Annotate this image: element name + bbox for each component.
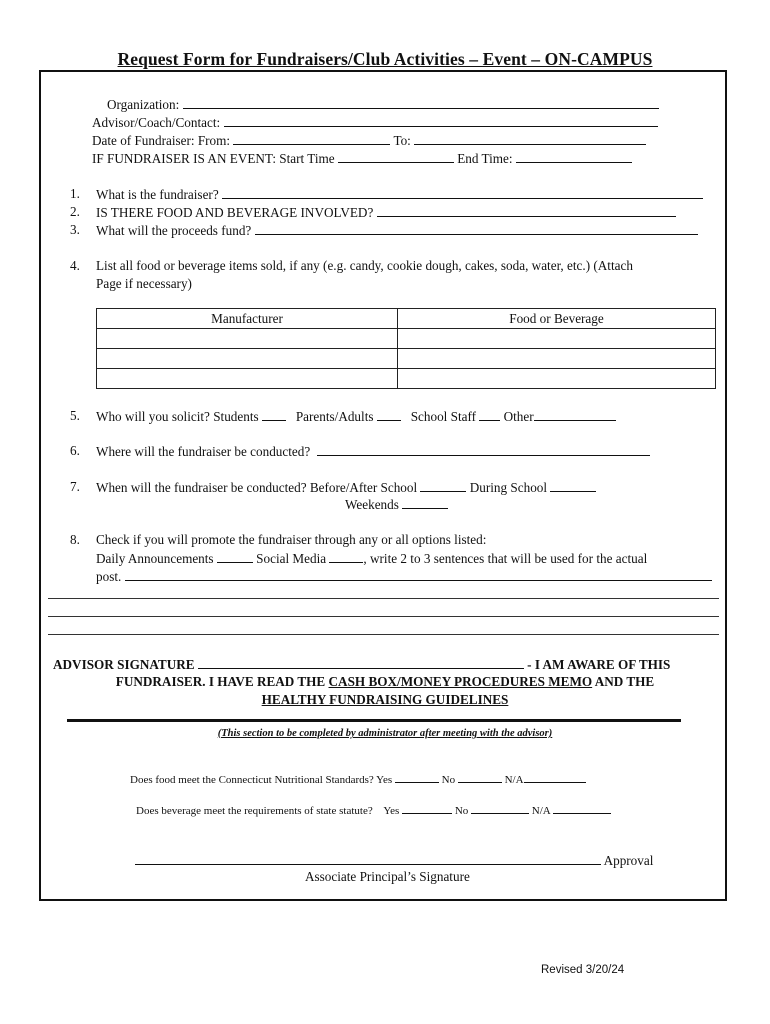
q3-row <box>96 222 698 239</box>
during-school-label: During School <box>469 480 548 495</box>
social-media-label: Social Media <box>256 551 327 566</box>
beverage-na-label: N/A <box>531 805 551 817</box>
advisor-signature-field[interactable] <box>198 656 524 669</box>
food-beverage-header: Food or Beverage <box>398 309 716 329</box>
date-row <box>92 132 646 149</box>
other-label: Other <box>503 409 534 424</box>
principal-signature-label: Associate Principal’s Signature <box>305 869 470 884</box>
q6-row <box>96 443 650 460</box>
q1-field[interactable] <box>222 186 703 199</box>
memo-statement <box>0 674 770 690</box>
beverage-question: Does beverage meet the requirements of state statute? <box>136 805 373 817</box>
approval-label: Approval <box>603 853 654 868</box>
weekends-label: Weekends <box>345 497 399 512</box>
beverage-no-label: No <box>454 805 469 817</box>
beverage-standard-row <box>136 803 611 819</box>
q3-field[interactable] <box>255 222 698 235</box>
post-line[interactable] <box>48 616 719 617</box>
staff-field[interactable] <box>479 408 500 421</box>
table-cell[interactable] <box>398 329 716 349</box>
q3-label: What will the proceeds fund? <box>96 223 252 238</box>
table-cell[interactable] <box>97 349 398 369</box>
q1-row <box>96 186 703 203</box>
beverage-yes-label: Yes <box>383 805 400 817</box>
approval-signature-field[interactable] <box>135 852 601 865</box>
form-title: Request Form for Fundraisers/Club Activities – Event – ON-CAMPUS <box>117 49 653 69</box>
table-cell[interactable] <box>398 349 716 369</box>
start-time-label: IF FUNDRAISER IS AN EVENT: Start Time <box>92 151 335 166</box>
date-from-field[interactable] <box>233 132 390 145</box>
table-cell[interactable] <box>97 329 398 349</box>
before-after-field[interactable] <box>420 479 466 492</box>
q6-label: Where will the fundraiser be conducted? <box>96 444 311 459</box>
other-field[interactable] <box>534 408 616 421</box>
q4-line2: Page if necessary) <box>96 276 192 291</box>
q8-number: 8. <box>70 532 80 547</box>
q2-row <box>96 204 676 221</box>
advisor-signature-label: ADVISOR SIGNATURE <box>53 657 195 672</box>
q7-row <box>96 479 596 496</box>
q4-line1: List all food or beverage items sold, if any (e.g. candy, cookie dough, cakes, soda, water, etc.) (Attach <box>96 258 633 273</box>
revision-date: Revised 3/20/24 <box>541 964 625 976</box>
parents-field[interactable] <box>377 408 401 421</box>
section-divider <box>67 719 681 722</box>
beverage-yes-field[interactable] <box>402 803 452 814</box>
table-row <box>97 369 716 389</box>
table-row <box>97 329 716 349</box>
advisor-row <box>92 114 658 131</box>
food-question: Does food meet the Connecticut Nutritional Standards? <box>130 774 374 786</box>
q5-row <box>96 408 616 425</box>
during-school-field[interactable] <box>550 479 596 492</box>
q5-label: Who will you solicit? Students <box>96 409 259 424</box>
q6-field[interactable] <box>317 443 650 456</box>
q5-number: 5. <box>70 408 80 423</box>
end-time-field[interactable] <box>516 150 632 163</box>
food-no-label: No <box>441 774 456 786</box>
daily-announcements-field[interactable] <box>217 550 253 563</box>
q2-number: 2. <box>70 204 80 219</box>
end-time-label: End Time: <box>457 151 513 166</box>
weekends-row <box>345 496 448 513</box>
food-no-field[interactable] <box>458 772 502 783</box>
post-line[interactable] <box>48 598 719 599</box>
memo-text: FUNDRAISER. I HAVE READ THE <box>115 674 326 689</box>
beverage-na-field[interactable] <box>553 803 611 814</box>
date-to-field[interactable] <box>414 132 646 145</box>
food-standard-row <box>130 772 586 788</box>
approval-row <box>135 852 653 869</box>
beverage-no-field[interactable] <box>471 803 529 814</box>
post-line[interactable] <box>48 634 719 635</box>
social-media-field[interactable] <box>329 550 363 563</box>
event-time-row <box>92 150 632 167</box>
table-cell[interactable] <box>97 369 398 389</box>
start-time-field[interactable] <box>338 150 454 163</box>
table-row <box>97 349 716 369</box>
organization-row <box>107 96 659 113</box>
advisor-label: Advisor/Coach/Contact: <box>92 115 221 130</box>
food-na-field[interactable] <box>524 772 586 783</box>
q1-number: 1. <box>70 186 80 201</box>
food-yes-label: Yes <box>376 774 393 786</box>
q7-label: When will the fundraiser be conducted? Before/After School <box>96 480 418 495</box>
q2-label: IS THERE FOOD AND BEVERAGE INVOLVED? <box>96 205 374 220</box>
post-label: post. <box>96 569 122 584</box>
food-na-label: N/A <box>504 774 524 786</box>
q7-number: 7. <box>70 479 80 494</box>
date-to-label: To: <box>393 133 411 148</box>
post-field[interactable] <box>125 568 712 581</box>
students-field[interactable] <box>262 408 286 421</box>
q4-number: 4. <box>70 258 80 273</box>
parents-label: Parents/Adults <box>295 409 374 424</box>
table-header-row <box>97 309 716 329</box>
food-beverage-table <box>96 308 716 389</box>
advisor-signature-row <box>53 656 670 673</box>
staff-label: School Staff <box>410 409 477 424</box>
manufacturer-header: Manufacturer <box>97 309 398 329</box>
organization-field[interactable] <box>183 96 659 109</box>
q8-line2 <box>96 550 647 567</box>
q2-field[interactable] <box>377 204 676 217</box>
food-yes-field[interactable] <box>395 772 439 783</box>
date-from-label: Date of Fundraiser: From: <box>92 133 231 148</box>
daily-announcements-label: Daily Announcements <box>96 551 214 566</box>
q8-instruction: , write 2 to 3 sentences that will be used for the actual <box>363 551 648 566</box>
memo-text-end: AND THE <box>594 674 655 689</box>
memo-link: CASH BOX/MONEY PROCEDURES MEMO <box>328 674 593 689</box>
admin-note: (This section to be completed by administrator after meeting with the advisor) <box>217 728 553 739</box>
q1-label: What is the fundraiser? <box>96 187 219 202</box>
weekends-field[interactable] <box>402 496 448 509</box>
organization-label: Organization: <box>107 97 180 112</box>
q8-post-row <box>96 568 712 585</box>
q3-number: 3. <box>70 222 80 237</box>
q8-line1: Check if you will promote the fundraiser through any or all options listed: <box>96 532 487 547</box>
table-cell[interactable] <box>398 369 716 389</box>
advisor-field[interactable] <box>224 114 658 127</box>
healthy-guidelines: HEALTHY FUNDRAISING GUIDELINES <box>261 692 509 707</box>
q6-number: 6. <box>70 443 80 458</box>
aware-statement: - I AM AWARE OF THIS <box>527 657 671 672</box>
